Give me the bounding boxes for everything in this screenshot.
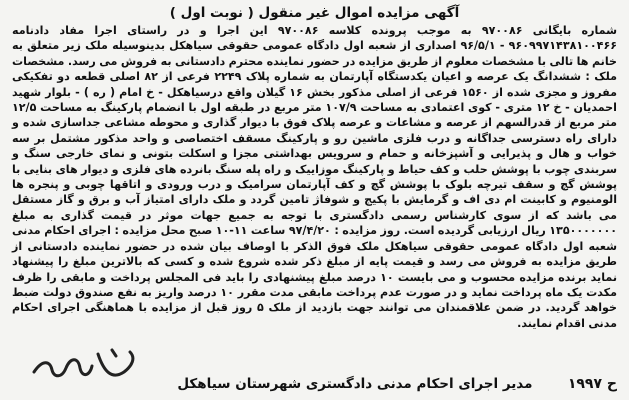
notice-title: آگهی مزایده اموال غیر منقول ( نوبت اول ) <box>169 5 460 21</box>
notice-body: شماره بایگانی ۹۷۰۰۸۶ به موجب پرونده کلاسه ۹۷۰۰۸۶ این اجرا و در راستای اجرا مفاد دادنامه ۹۶۰۹۹۷۱۴۳۸۱۰۰۴۶۶ - ۹۶/۵/۱ اصداری از شعبه اول دادگاه عمومی حقوقی سیاهکل بدینوسیله ملک زیر متعلق به خانم ها تالی با مشخصات معلوم از طریق مزایده در حضور نماینده محترم دادستانی به فروش می رسد. مشخصات ملک : ششدانگ یک عرصه و اعیان یکدستگاه آپارتمان به شماره پلاک ۲۲۴۹ فرعی از ۸۲ اصلی قطعه دو تفکیکی مفروز و مجزی شده از ۱۵۶۰ فرعی از اصلی مذکور بخش ۱۶ گیلان واقع درسیاهکل - خ امام ( ره ) - بلوار شهید احمدیان - خ ۱۲ متری - کوی اعتمادی به مساحت ۱۰۷/۹ متر مربع در طبقه اول با انضمام پارکینگ به مساحت ۱۲/۵ متر مربع از قدرالسهم از عرصه و مشاعات و عرصه پلاک فوق با دیوار گذاری و محوطه مشاعی جداسازی شده و دارای راه دسترسی جداگانه و درب فلزی ماشین رو و پارکینگ مسقف اختصاصی و واحد مذکور مشتمل بر سه خواب و هال و پذیرایی و آشپزخانه و حمام و سرویس بهداشتی مجزا و اسکلت بتونی و نمای خارجی سنگ و سربندی چوب با پوشش حلب و کف حیاط و پارکینگ موزاییک و راه پله سنگ بانرده های فلزی و دیوار های بنایی با پوشش گچ و سقف تیرچه بلوک با پوشش گچ و کف آپارتمان سرامیک و درب ورودی و اتاقها چوبی و پنجره ها الومنیوم و کابینت ام دی اف و گرمایش با پکیج و شوفاژ تامین گردد و ملک دارای امتیاز آب و برق و گاز مستقل می باشد که از سوی کارشناس رسمی دادگستری با توجه به جمیع جهات موثر در قیمت گذاری به مبلغ ۱۳۵۰۰۰۰۰۰۰ ریال ارزیابی گردیده است. روز مزایده : ۹۷/۴/۲۰ ساعت ۱۱-۱۰ صبح محل مزایده : اجرای احکام مدنی شعبه اول دادگاه عمومی حقوقی سیاهکل ملک فوق الذکر با اوصاف بیان شده در حضور نماینده دادستانی از طریق مزایده به فروش می رسد و قیمت پایه از مبلغ ذکر شده شروع شده و کسی که بالاترین مبلغ را پیشنهاد نماید برنده مزایده محسوب و می بایست ۱۰ درصد مبلغ پیشنهادی را باید فی المجلس پرداخت و مابقی را ظرف مکدت یک ماه پرداخت نماید و در صورت عدم پرداخت مابقی مدت مقرر ۱۰ درصد واریز به نفع صندوق دولت ضبط خواهد گردید. در ضمن علاقمندان می توانند جهت بازدید از ملک ۵ روز قبل از مزایده با هماهنگی اجرای احکام مدنی اقدام نمایند. <box>12 24 617 330</box>
notice-reference: ح ۱۹۹۷ <box>567 376 617 392</box>
notice-signature-line: مدیر اجرای احکام مدنی دادگستری شهرستان سیاهکل <box>177 376 533 392</box>
handwritten-mark-icon <box>28 342 148 386</box>
